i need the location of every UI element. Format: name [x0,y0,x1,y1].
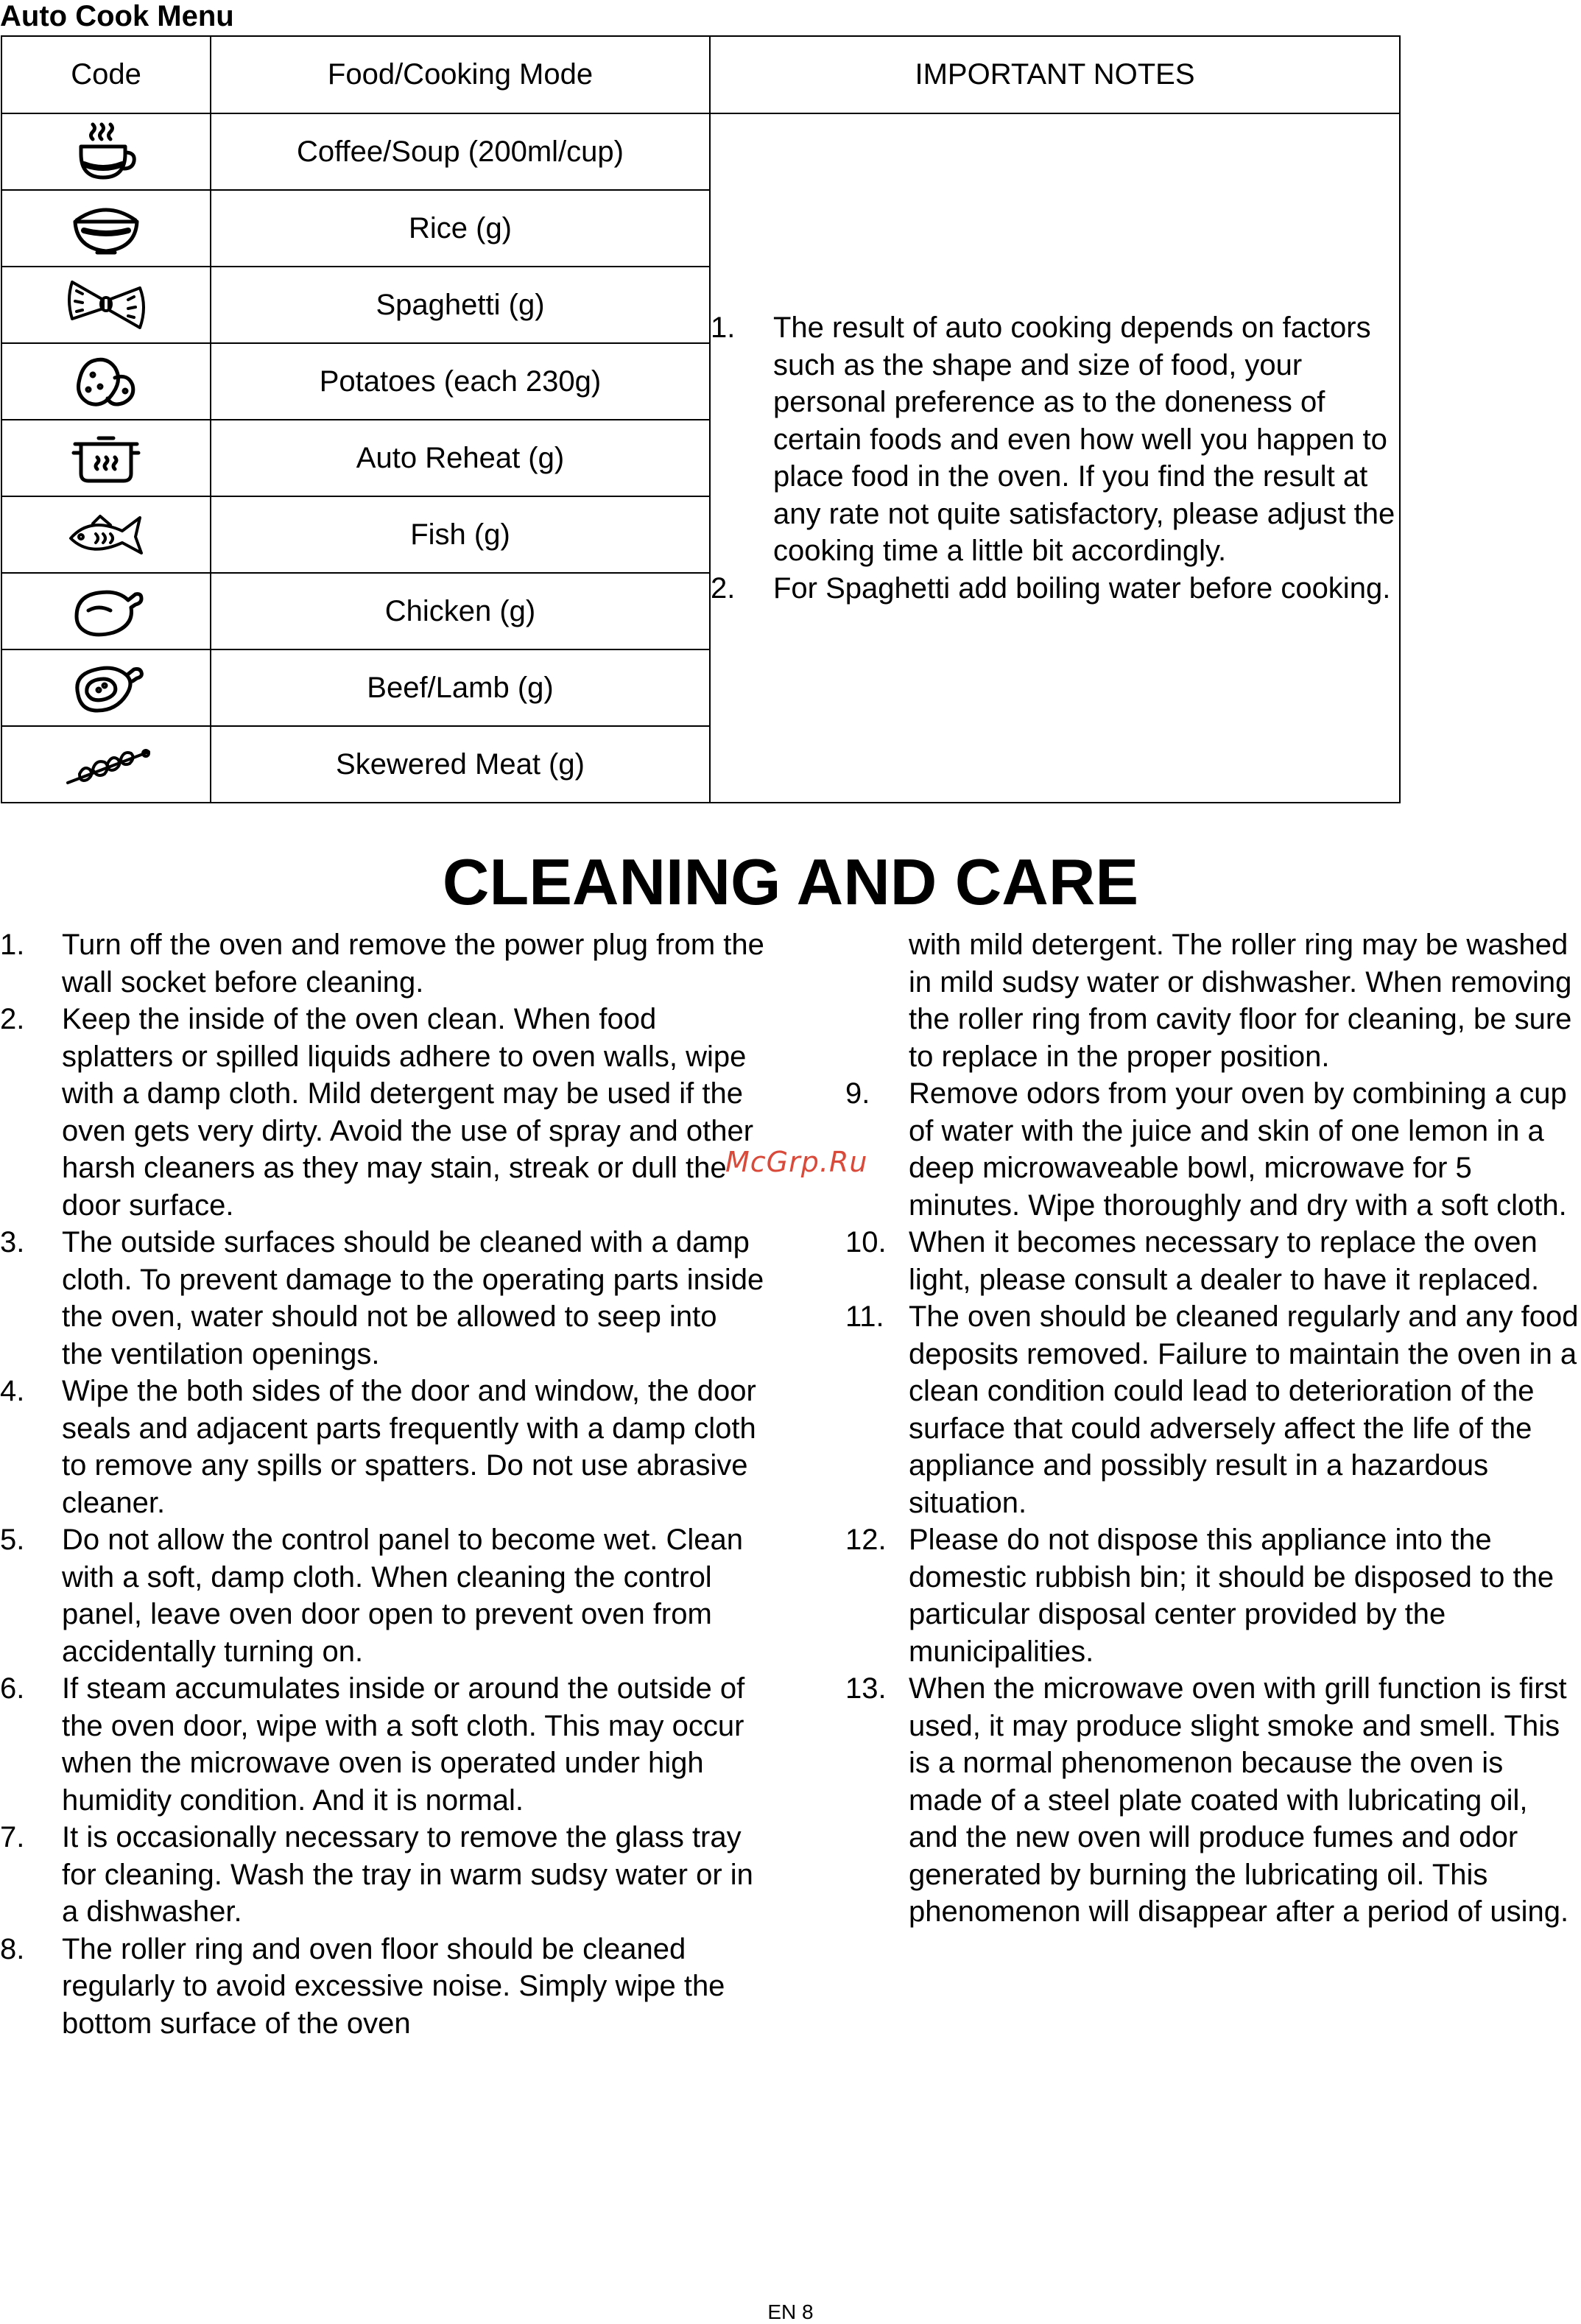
list-item: 1. Turn off the oven and remove the power plug from the wall socket before cleaning. [0,929,764,999]
fish-icon [1,496,211,573]
rice-bowl-icon [1,190,211,267]
food-cell: Rice (g) [211,190,710,267]
list-item: 4. Wipe the both sides of the door and window, the door seals and adjacent parts frequently with a damp cloth to remove any spills or spatters. Do not use abrasive cleaner. [0,1375,756,1519]
list-item: 13. When the microwave oven with grill function is first used, it may produce slight smoke and smell. This is a normal phenomenon because the oven is made of a steel plate coated with lubricating oil, and the new oven will produce fumes and odor generated by burning the lubricating oil. This phenomenon will disappear after a period of using. [845,1672,1569,1928]
cleaning-list-right [845,926,1581,1931]
coffee-cup-icon [1,113,211,190]
pasta-bow-icon [1,267,211,343]
food-cell: Coffee/Soup (200ml/cup) [211,113,710,190]
cleaning-list-left [0,926,766,2042]
list-item: with mild detergent. The roller ring may be washed in mild sudsy water or dishwasher. When removing the roller ring from cavity floor for cleaning, be sure to replace in the proper position. [909,929,1572,1073]
food-cell: Potatoes (each 230g) [211,343,710,420]
code-header: Code [1,36,211,113]
food-mode-header: Food/Cooking Mode [211,36,710,113]
cleaning-right-column [845,926,1581,1931]
skewer-icon [1,726,211,803]
note-item: 1. The result of auto cooking depends on factors such as the shape and size of food, your personal preference as to the doneness of certain foods and even how well you happen to place food in the oven. If you find the result at any rate not quite satisfactory, please adjust the cooking time a little bit accordingly. [711,311,1395,567]
food-cell: Spaghetti (g) [211,267,710,343]
list-item: 10. When it becomes necessary to replace the oven light, please consult a dealer to have it replaced. [845,1226,1540,1296]
note-item: 2. For Spaghetti add boiling water before cooking. [711,571,1391,605]
page-number: EN 8 [767,2300,814,2323]
steak-icon [1,649,211,726]
list-item: 11. The oven should be cleaned regularly and any food deposits removed. Failure to maintain the oven in a clean condition could lead to deterioration of the surface that could adversely affect the life of the appliance and possibly result in a hazardous situation. [845,1300,1579,1519]
list-item: 6. If steam accumulates inside or around the outside of the oven door, wipe with a soft cloth. This may occur when the microwave oven is operated under high humidity condition. And it is normal. [0,1672,745,1817]
list-item: 3. The outside surfaces should be cleaned with a damp cloth. To prevent damage to the operating parts inside the oven, water should not be allowed to seep into the ventilation openings. [0,1226,764,1370]
auto-cook-menu-title: Auto Cook Menu [0,0,234,32]
food-cell: Beef/Lamb (g) [211,649,710,726]
potatoes-icon [1,343,211,420]
food-cell: Skewered Meat (g) [211,726,710,803]
auto-cook-table [1,35,1401,803]
reheat-pot-icon [1,420,211,496]
chicken-icon [1,573,211,649]
watermark: McGrp.Ru [725,1146,868,1178]
important-notes-header: IMPORTANT NOTES [710,36,1400,113]
notes-list [711,309,1399,607]
table-header-row [1,36,1400,113]
food-cell: Auto Reheat (g) [211,420,710,496]
important-notes-cell [710,113,1400,803]
list-item: 8. The roller ring and oven floor should be cleaned regularly to avoid excessive noise. Simply wipe the bottom surface of the oven [0,1932,725,2040]
food-cell: Fish (g) [211,496,710,573]
food-cell: Chicken (g) [211,573,710,649]
list-item: 12. Please do not dispose this appliance into the domestic rubbish bin; it should be disposed to the particular disposal center provided by the municipalities. [845,1524,1554,1668]
cleaning-and-care-title: CLEANING AND CARE [442,845,1139,918]
list-item: 2. Keep the inside of the oven clean. When food splatters or spilled liquids adhere to oven walls, wipe with a damp cloth. Mild detergent may be used if the oven gets very dirty. Avoid the use of spray and other harsh cleaners as they may stain, streak or dull the door surface. [0,1003,754,1222]
list-item: 5. Do not allow the control panel to become wet. Clean with a soft, damp cloth. When cleaning the control panel, leave oven door open to prevent oven from accidentally turning on. [0,1524,743,1668]
list-item: 7. It is occasionally necessary to remove the glass tray for cleaning. Wash the tray in warm sudsy water or in a dishwasher. [0,1821,753,1928]
table-row [1,113,1400,190]
cleaning-left-column [0,926,766,2042]
list-item: 9. Remove odors from your oven by combining a cup of water with the juice and skin of one lemon in a deep microwaveable bowl, microwave for 5 minutes. Wipe thoroughly and dry with a soft cloth. [845,1077,1567,1222]
